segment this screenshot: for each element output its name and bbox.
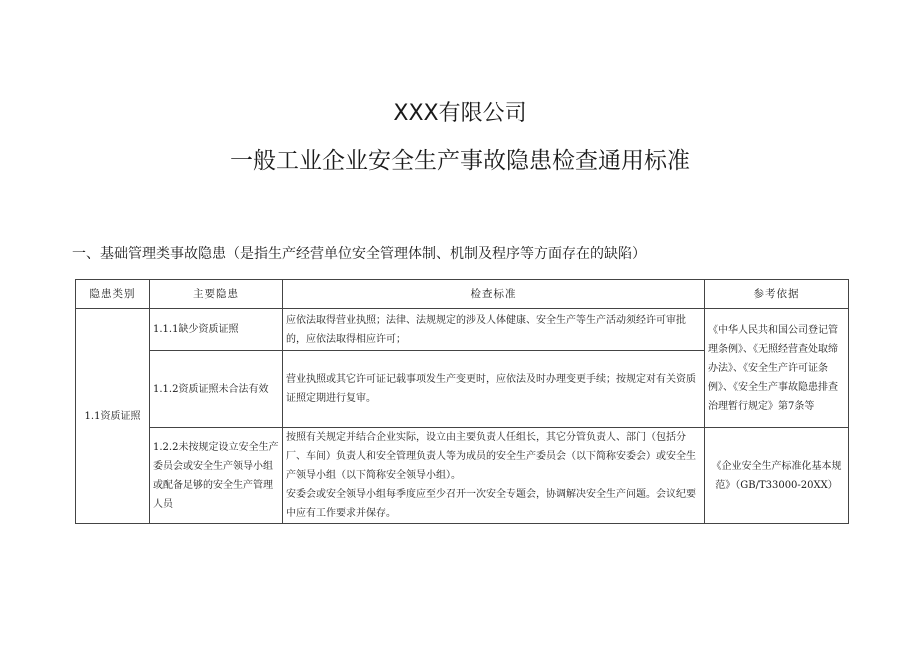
reference-cell: 《中华人民共和国公司登记管理条例》、《无照经营查处取缔办法》、《安全生产许可证条例》、《安全生产事故隐患排查治理暂行规定》第7条等 xyxy=(705,309,849,428)
hazard-cell: 1.1.2资质证照未合法有效 xyxy=(150,351,283,428)
standard-cell xyxy=(283,428,705,524)
table-row xyxy=(76,309,849,351)
section-heading: 一、基础管理类事故隐患（是指生产经营单位安全管理体制、机制及程序等方面存在的缺陷） xyxy=(72,246,646,262)
table-row xyxy=(76,428,849,524)
standard-cell: 应依法取得营业执照；法律、法规规定的涉及人体健康、安全生产等生产活动须经许可审批的，应依法取得相应许可； xyxy=(283,309,705,351)
header-main-hazard: 主要隐患 xyxy=(150,280,283,309)
standard-paragraph: 安委会或安全领导小组每季度应至少召开一次安全专题会，协调解决安全生产问题。会议纪要中应有工作要求并保存。 xyxy=(286,489,696,519)
company-title: XXX有限公司 xyxy=(393,101,527,126)
inspection-standard-table xyxy=(75,279,849,524)
hazard-cell: 1.2.2未按规定设立安全生产委员会或安全生产领导小组或配备足够的安全生产管理人员 xyxy=(150,428,283,524)
table-header-row xyxy=(76,280,849,309)
header-reference-basis: 参考依据 xyxy=(705,280,849,309)
reference-cell: 《企业安全生产标准化基本规范》（GB/T33000-20XX） xyxy=(705,428,849,524)
category-cell: 1.1资质证照 xyxy=(76,309,150,524)
document-title: 一般工业企业安全生产事故隐患检查通用标准 xyxy=(230,148,690,174)
standard-paragraph: 按照有关规定并结合企业实际，设立由主要负责人任组长，其它分管负责人、部门（包括分厂、车间）负责人和安全管理负责人等为成员的安全生产委员会（以下简称安委会）或安全生产领导小组（以下简称安全领导小组）。 xyxy=(286,432,696,481)
header-hazard-category: 隐患类别 xyxy=(76,280,150,309)
standard-cell: 营业执照或其它许可证记载事项发生产变更时，应依法及时办理变更手续；按规定对有关资质证照定期进行复审。 xyxy=(283,351,705,428)
header-inspection-standard: 检查标准 xyxy=(283,280,705,309)
hazard-cell: 1.1.1缺少资质证照 xyxy=(150,309,283,351)
